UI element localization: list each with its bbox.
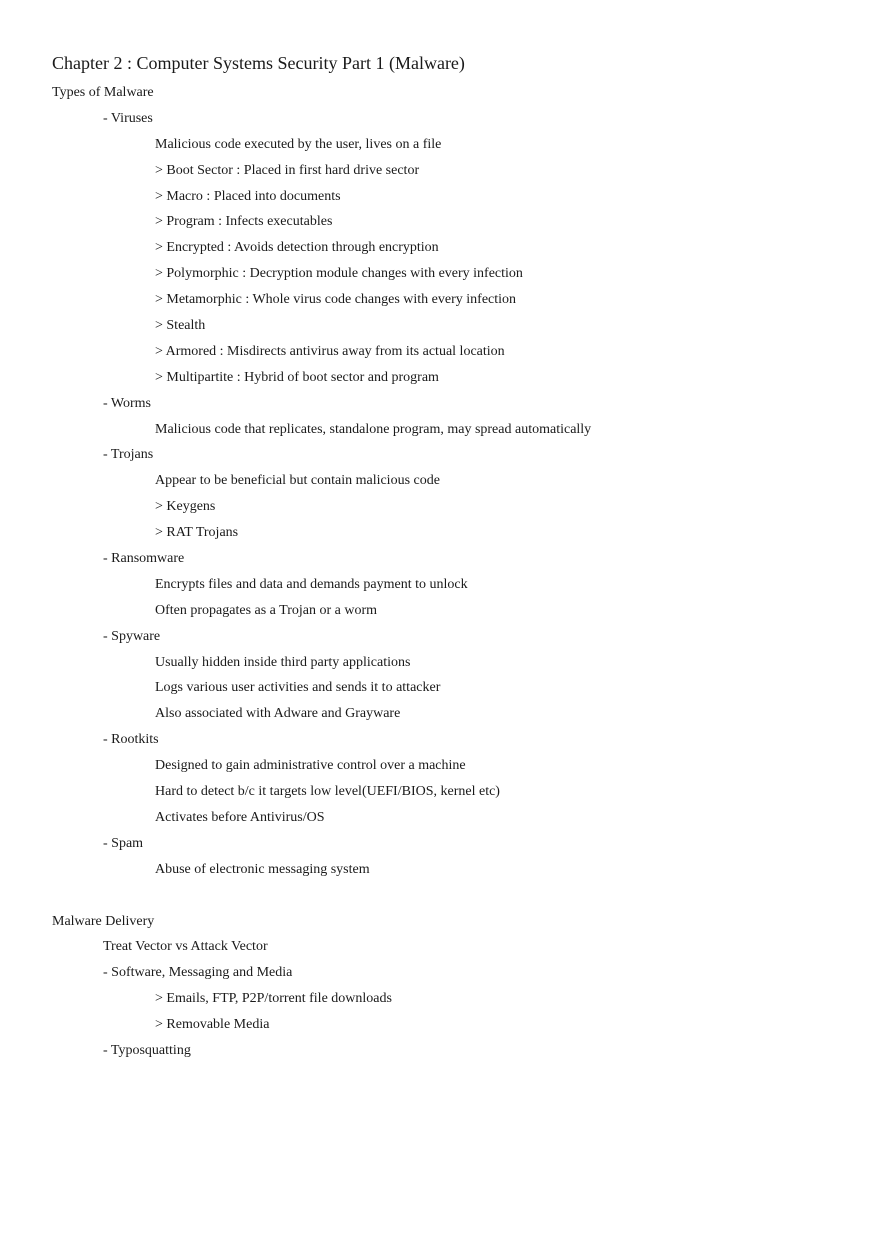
- list-item: Activates before Antivirus/OS: [155, 809, 325, 825]
- list-item: Usually hidden inside third party applications: [155, 654, 411, 670]
- list-item: > Multipartite : Hybrid of boot sector and program: [155, 369, 439, 385]
- list-item: > Boot Sector : Placed in first hard drive sector: [155, 162, 420, 178]
- list-item: > Encrypted : Avoids detection through encryption: [155, 240, 439, 256]
- category-worms: - Worms: [103, 395, 152, 411]
- category-trojans: - Trojans: [103, 447, 154, 463]
- list-item: Logs various user activities and sends it to attacker: [155, 680, 441, 696]
- delivery-intro: Treat Vector vs Attack Vector: [103, 939, 268, 955]
- page-title: Chapter 2 : Computer Systems Security Part 1 (Malware): [52, 53, 465, 73]
- category-spyware: - Spyware: [103, 628, 161, 644]
- category-ransomware: - Ransomware: [103, 551, 185, 567]
- list-item: Malicious code that replicates, standalone program, may spread automatically: [155, 421, 592, 437]
- list-item: Encrypts files and data and demands payment to unlock: [155, 576, 468, 592]
- list-item: > Emails, FTP, P2P/torrent file downloads: [155, 991, 392, 1007]
- section-heading-delivery: Malware Delivery: [52, 913, 155, 929]
- list-item: Also associated with Adware and Grayware: [155, 706, 401, 722]
- section-heading-types: Types of Malware: [52, 85, 154, 100]
- list-item: Often propagates as a Trojan or a worm: [155, 602, 378, 618]
- list-item: > Metamorphic : Whole virus code changes with every infection: [155, 292, 517, 308]
- list-item: Designed to gain administrative control over a machine: [155, 758, 466, 774]
- category-viruses: - Viruses: [103, 110, 153, 126]
- list-item: > Removable Media: [155, 1017, 270, 1033]
- list-item: > Macro : Placed into documents: [155, 188, 341, 204]
- list-item: > Stealth: [155, 318, 206, 334]
- category-spam: - Spam: [103, 835, 144, 851]
- category-typosquatting: - Typosquatting: [103, 1042, 191, 1058]
- list-item: > Armored : Misdirects antivirus away from its actual location: [155, 343, 505, 359]
- category-software-messaging-media: - Software, Messaging and Media: [103, 965, 293, 981]
- list-item: > Keygens: [155, 499, 216, 515]
- list-item: > Program : Infects executables: [155, 214, 333, 230]
- list-item: > RAT Trojans: [155, 525, 239, 541]
- list-item: Appear to be beneficial but contain malicious code: [155, 473, 440, 489]
- list-item: > Polymorphic : Decryption module changes with every infection: [155, 266, 523, 282]
- list-item: Hard to detect b/c it targets low level(UEFI/BIOS, kernel etc): [155, 784, 500, 800]
- category-rootkits: - Rootkits: [103, 732, 159, 748]
- list-item: Malicious code executed by the user, lives on a file: [155, 136, 442, 152]
- section-spacer: [0, 886, 880, 912]
- document-body: [0, 83, 880, 1067]
- list-item: Abuse of electronic messaging system: [155, 861, 370, 877]
